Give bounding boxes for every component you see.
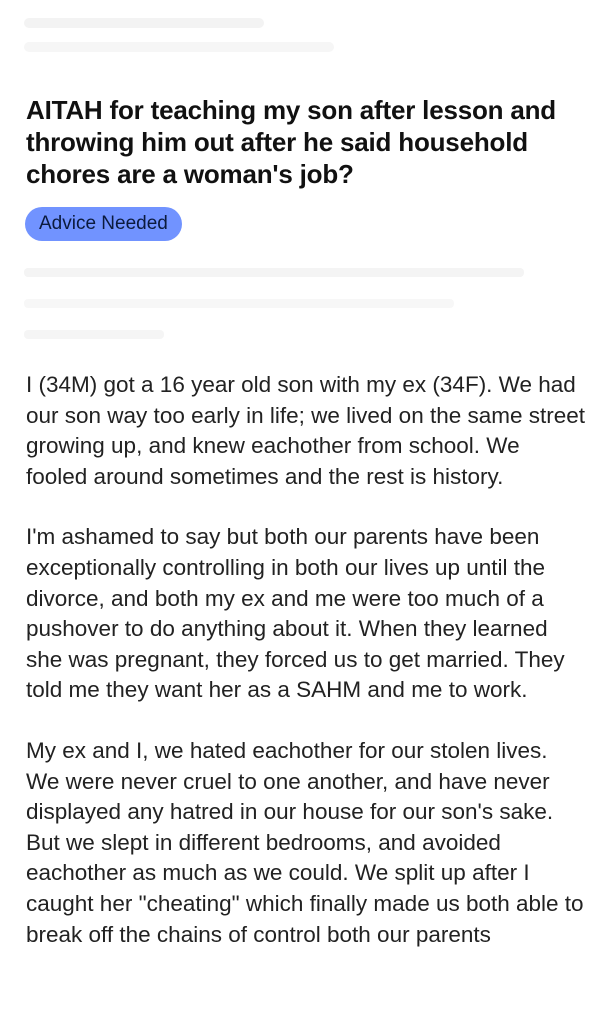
post-flair-badge[interactable]: Advice Needed	[25, 207, 182, 241]
faded-meta-line	[24, 268, 524, 277]
faded-post-meta	[24, 268, 544, 361]
post-paragraph-3: My ex and I, we hated eachother for our stolen lives. We were never cruel to one another, and have never displayed any hatred in our house for our son's sake. But we slept in different bedrooms, and avoided eachother as much as we could. We split up after I caught her "cheating" which finally made us both able to break off the chains of control both our parents	[26, 737, 584, 947]
faded-header-line	[24, 18, 264, 28]
faded-meta-line	[24, 330, 164, 339]
post-paragraph-1: I (34M) got a 16 year old son with my ex (34F). We had our son way too early in life; we lived on the same street growing up, and knew eachother from school. We fooled around sometimes and the rest is history.	[26, 372, 586, 489]
post-title: AITAH for teaching my son after lesson and throwing him out after he said household chores are a woman's job?	[26, 95, 556, 189]
faded-header-line	[24, 42, 334, 52]
faded-meta-line	[24, 299, 454, 308]
post-body	[26, 370, 586, 980]
post-paragraph-2: I'm ashamed to say but both our parents have been exceptionally controlling in both our lives up until the divorce, and both my ex and me were too much of a pushover to do anything about it. When they learned she was pregnant, they forced us to get married. They told me they want her as a SAHM and me to work.	[26, 524, 565, 703]
faded-header	[24, 18, 384, 78]
